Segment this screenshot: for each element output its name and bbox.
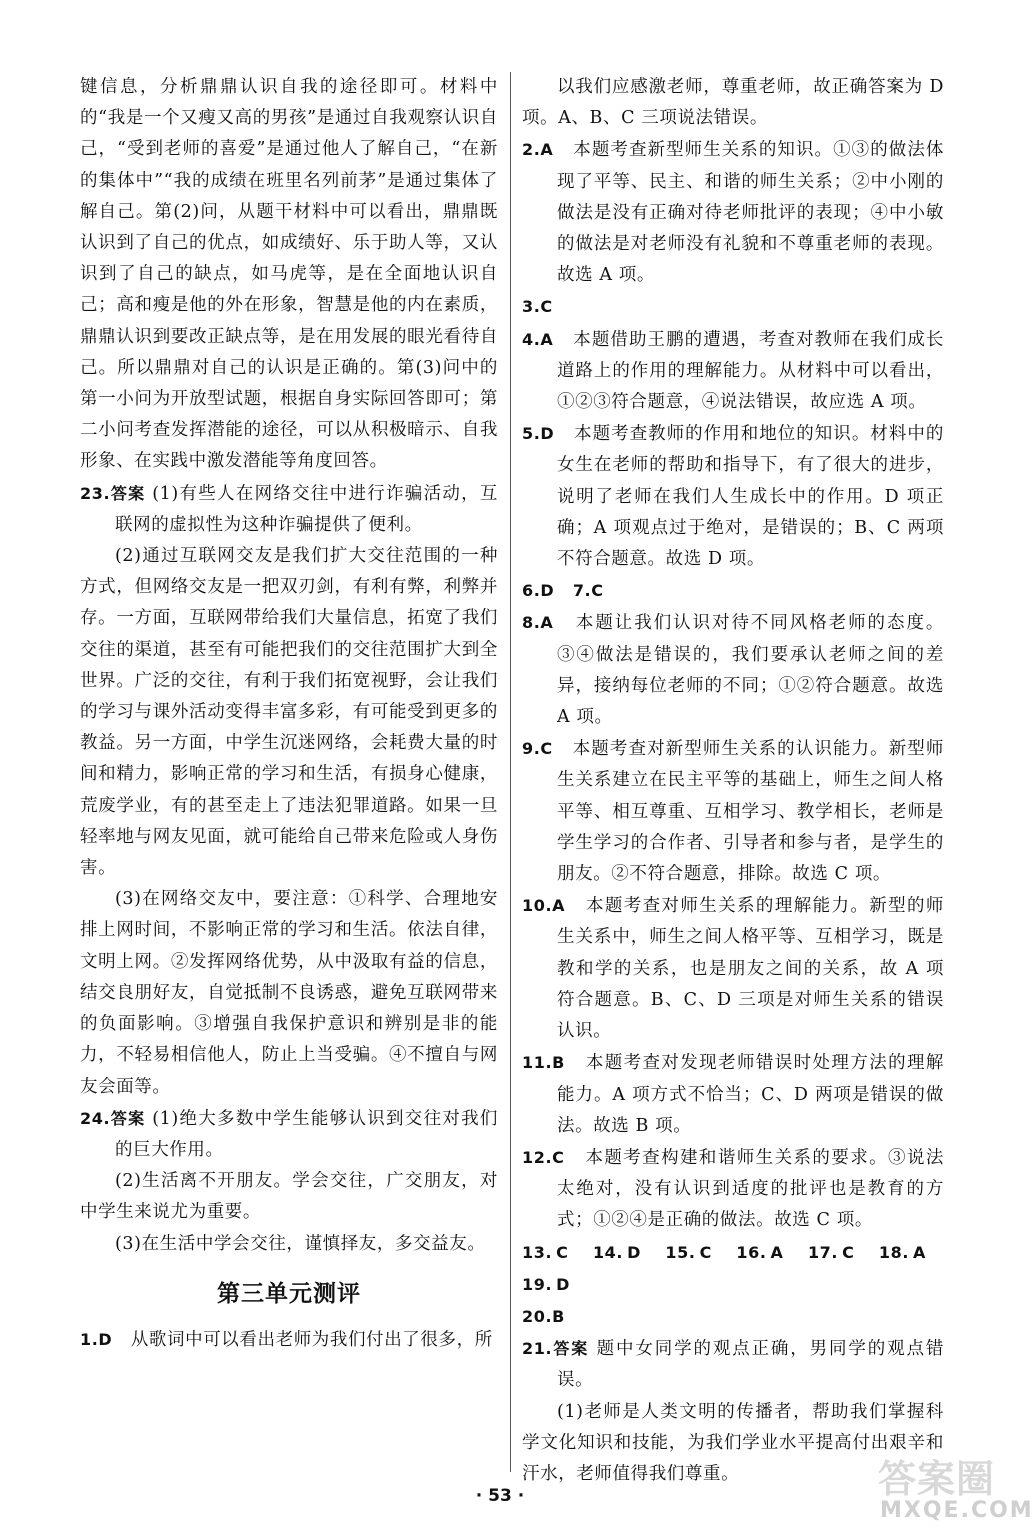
left-column — [80, 72, 498, 1356]
q-choice: D — [627, 1242, 641, 1262]
q-number: 17. — [807, 1242, 839, 1262]
unit3-q1-choice: D — [98, 1329, 113, 1349]
unit3-q1-number: 1. — [80, 1329, 99, 1349]
unit3-q4 — [522, 324, 944, 419]
q-explanation: 本题考查构建和谐师生关系的要求。③说法太绝对，没有认识到适度的批评也是教育的方式；①②④是正确的做法。故选 C 项。 — [557, 1147, 944, 1231]
q21-answer-text: 题中女同学的观点正确，男同学的观点错误。 — [557, 1339, 944, 1391]
section-title: 第三单元测评 — [217, 1280, 361, 1307]
unit3-q9 — [522, 733, 944, 890]
unit3-q13-q19 — [522, 1237, 944, 1301]
q-number: 6. — [522, 581, 541, 601]
q24-answer-part3: (3)在生活中学会交往，谨慎择友，多交益友。 — [115, 1233, 486, 1254]
q-choice: C — [540, 739, 553, 759]
q24-answer-label: 答案 — [110, 1108, 146, 1128]
watermark-bottom-text: MXQE.COM — [880, 1498, 1034, 1523]
q-number: 5. — [522, 424, 541, 444]
q-choice: A — [540, 613, 554, 633]
unit3-q8 — [522, 607, 944, 733]
q-choice: A — [540, 329, 554, 349]
q-number: 3. — [522, 297, 541, 317]
q-choice: A — [540, 140, 554, 160]
unit3-q1-continued: 以我们应感激老师，尊重老师，故正确答案为 D 项。A、B、C 三项说法错误。 — [522, 77, 944, 129]
unit3-q3 — [522, 291, 944, 323]
q-explanation: 本题考查对新型师生关系的认识能力。新型师生关系建立在民主平等的基础上，师生之间人格平等、相互尊重、互相学习、教学相长，老师是学生学习的合作者、引导者和参与者，是学生的朋友。②不符合题意，排除。故选 C 项。 — [557, 739, 944, 885]
unit3-q10 — [522, 890, 944, 1047]
q-choice: A — [770, 1242, 784, 1262]
q21-answer-part1: (1)老师是人类文明的传播者，帮助我们掌握科学文化知识和技能，为我们学业水平提高付出艰辛和汗水，老师值得我们尊重。 — [522, 1401, 944, 1484]
q-number: 4. — [522, 329, 541, 349]
unit3-q2 — [522, 134, 944, 291]
unit3-q12 — [522, 1142, 944, 1237]
unit3-q1-text: 从歌词中可以看出老师为我们付出了很多，所 — [130, 1329, 493, 1350]
q-explanation: 本题考查对发现老师错误时处理方法的理解能力。A 项方式不恰当；C、D 两项是错误的做法。故选 B 项。 — [557, 1053, 944, 1136]
q-number: 7. — [572, 581, 592, 601]
unit3-q21 — [522, 1333, 944, 1396]
q-choice: B — [552, 1306, 565, 1326]
unit3-q20 — [522, 1301, 944, 1333]
watermark-top-text: 答案圈 — [878, 1457, 996, 1501]
q23-answer-part1: (1)有些人在网络交往中进行诈骗活动，互联网的虚拟性为这种诈骗提供了便利。 — [115, 483, 498, 535]
q23-answer-label: 答案 — [110, 483, 146, 503]
page-number-value: 53 — [488, 1486, 512, 1506]
q-number: 20. — [522, 1306, 553, 1326]
q24-number: 24. — [80, 1108, 111, 1128]
q22-explanation-continued: 键信息，分析鼎鼎认识自我的途径即可。材料中的“我是一个又瘦又高的男孩”是通过自我观察认识自己，“受到老师的喜爱”是通过他人了解自己，“在新的集体中”“我的成绩在班里名列前茅”是通过集体了解自己。第(2)问，从题干材料中可以看出，鼎鼎既认识到了自己的优点，如成绩好、乐于助人等，又认识到了自己的缺点，如马虎等，是在全面地认识自己；高和瘦是他的外在形象，智慧是他的内在素质，鼎鼎认识到要改正缺点等，是在用发展的眼光看待自己。所以鼎鼎对自己的认识是正确的。第(3)问中的第一小问为开放型试题，根据自身实际回答即可；第二小问考查发挥潜能的途径，可以从积极暗示、自我形象、在实践中激发潜能等角度回答。 — [80, 77, 498, 472]
q-explanation: 本题让我们认识对待不同风格老师的态度。③④做法是错误的，我们要承认老师之间的差异，接纳每位老师的不同；①②符合题意。故选 A 项。 — [557, 613, 944, 728]
q-explanation: 本题考查对师生关系的理解能力。新型的师生关系中，师生之间人格平等、互相学习，既是教和学的关系，也是朋友之间的关系，故 A 项符合题意。B、C、D 三项是对师生关系的错误认识。 — [557, 896, 944, 1042]
q-number: 2. — [522, 140, 541, 160]
q-choice: C — [842, 1242, 855, 1262]
q21-number: 21. — [522, 1339, 553, 1359]
q-choice: D — [556, 1274, 571, 1294]
q-number: 10. — [522, 896, 553, 916]
q-number: 16. — [736, 1242, 767, 1262]
q-choice: A — [552, 896, 566, 916]
q23-answer-part2: (2)通过互联网交友是我们扩大交往范围的一种方式，但网络交友是一把双刃剑，有利有弊，利弊并存。一方面，互联网带给我们大量信息，拓宽了我们交往的渠道，甚至有可能把我们的交往范围扩大到全世界。广泛的交往，有利于我们拓宽视野，会让我们的学习与课外活动变得丰富多彩，有可能受到更多的教益。另一方面，中学生沉迷网络，会耗费大量的时间和精力，影响正常的学习和生活，有损身心健康，荒废学业，有的甚至走上了违法犯罪道路。如果一旦轻率地与网友见面，就可能给自己带来危险或人身伤害。 — [80, 546, 498, 879]
page-number: · 53 · — [475, 1486, 525, 1506]
q23-answer-part3: (3)在网络交友中，要注意：①科学、合理地安排上网时间，不影响正常的学习和生活。依法自律，文明上网。②发挥网络优势，从中汲取有益的信息，结交良朋好友，自觉抵制不良诱惑，避免互联网带来的负面影响。③增强自我保护意识和辨别是非的能力，不轻易相信他人，防止上当受骗。④不擅自与网友会面等。 — [80, 889, 498, 1097]
q-number: 18. — [878, 1242, 910, 1262]
q-choice: A — [913, 1242, 927, 1262]
q-choice: C — [556, 1242, 569, 1262]
q21-answer-label: 答案 — [552, 1339, 590, 1359]
q-number: 12. — [522, 1147, 553, 1167]
q-choice: B — [552, 1053, 565, 1073]
q-number: 8. — [522, 613, 541, 633]
q-number: 14. — [592, 1242, 624, 1262]
q-number: 15. — [665, 1242, 696, 1262]
watermark-logo — [878, 1448, 1034, 1528]
q-explanation: 本题考查教师的作用和地位的知识。材料中的女生在老师的帮助和指导下，有了很大的进步，说明了老师在我们人生成长中的作用。D 项正确；A 项观点过于绝对，是错误的；B、C 两项不符合题意。故选 D 项。 — [557, 424, 944, 570]
q-number: 13. — [522, 1242, 553, 1262]
unit3-q5 — [522, 418, 944, 575]
q24-answer-part1: (1)绝大多数中学生能够认识到交往对我们的巨大作用。 — [115, 1108, 498, 1160]
column-divider — [510, 72, 511, 1472]
q-explanation: 本题考查新型师生关系的知识。①③的做法体现了平等、民主、和谐的师生关系；②中小刚的做法是没有正确对待老师批评的表现；④中小敏的做法是对老师没有礼貌和不尊重老师的表现。故选 A 项。 — [557, 140, 944, 286]
unit3-q1 — [80, 1324, 498, 1356]
q24-answer-part2: (2)生活离不开朋友。学会交往，广交朋友，对中学生来说尤为重要。 — [80, 1171, 498, 1223]
q-explanation: 本题借助王鹏的遭遇，考查对教师在我们成长道路上的作用的理解能力。从材料中可以看出，①②③符合题意，④说法错误，故应选 A 项。 — [557, 329, 944, 413]
right-column — [522, 72, 944, 1490]
q-number: 9. — [522, 739, 541, 759]
q23-answer — [80, 478, 498, 541]
q24-answer — [80, 1103, 498, 1166]
q-number: 19. — [522, 1274, 553, 1294]
q-choice: D — [540, 581, 555, 601]
q-choice: C — [540, 297, 553, 317]
q-choice: D — [540, 424, 555, 444]
q-number: 11. — [522, 1053, 553, 1073]
q23-number: 23. — [80, 483, 111, 503]
unit3-q6-q7 — [522, 575, 944, 607]
q-choice: C — [699, 1242, 712, 1262]
q-choice: C — [552, 1147, 565, 1167]
q-choice: C — [591, 581, 604, 601]
unit3-q11 — [522, 1047, 944, 1142]
